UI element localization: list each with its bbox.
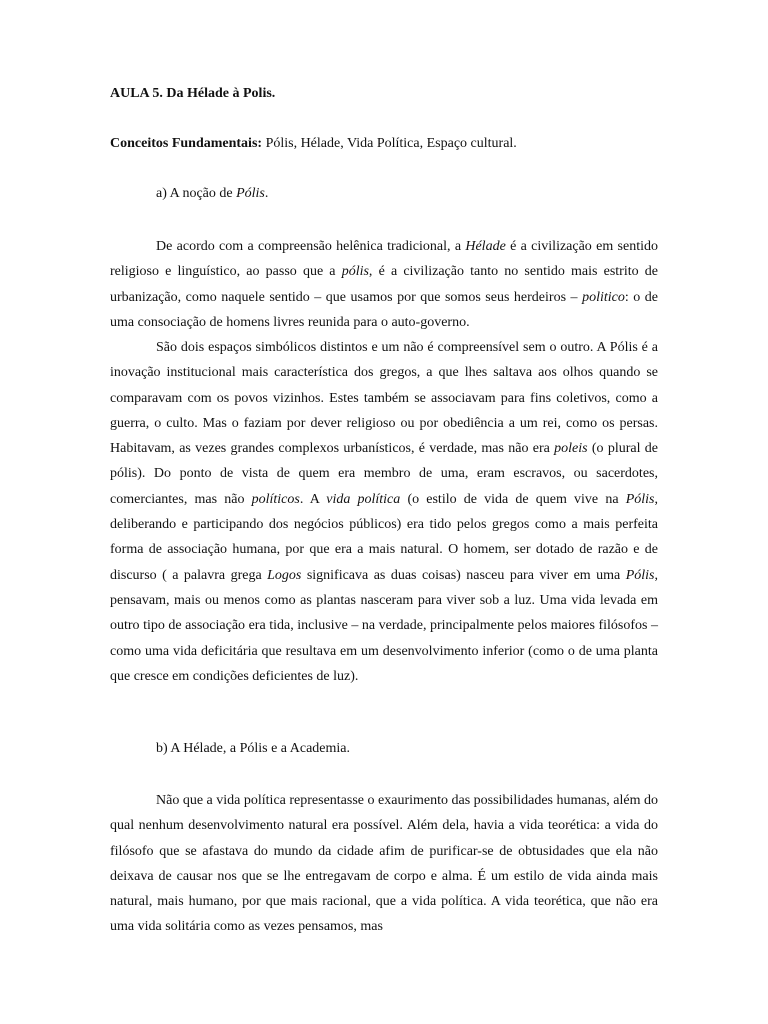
paragraph-2-italic-term: Logos (267, 567, 302, 583)
paragraph-2-italic-term: vida política (326, 491, 401, 507)
section-b-heading: b) A Hélade, a Pólis e a Academia. (156, 741, 350, 756)
paragraph-2-text: significava as duas coisas) nasceu para viver em uma (301, 567, 626, 583)
paragraph-2-italic-term: Pólis (625, 567, 655, 583)
section-a-suffix: . (264, 186, 269, 201)
paragraph-1-text: : o de uma consociação de homens livres reunida para o auto-governo. (110, 289, 658, 330)
paragraph-2-italic-term: políticos (251, 491, 300, 507)
paragraph-1-italic-term: pólis (341, 264, 369, 280)
paragraph-1-text: é a civilização em sentido religioso e linguístico, ao passo que a (110, 239, 658, 280)
section-a-heading (156, 186, 268, 202)
paragraph-2-text: São dois espaços simbólicos distintos e um não é compreensível sem o outro. A Pólis é a inovação institucional mais característica dos gregos, a que lhes saltava aos olhos quando se comparavam com os povos vizinhos. Estes também se associavam para fins coletivos, como a guerra, o culto. Mas o faziam por dever religioso ou por obediência a um rei, como os persas. Habitavam, as vezes grandes complexos urbanísticos, é verdade, mas não era (110, 340, 658, 457)
paragraph-2-italic-term: Pólis (625, 491, 655, 507)
paragraph-2-text: (o plural de pólis). Do ponto de vista de quem era membro de uma, eram escravos, ou sacerdotes, comerciantes, mas não (110, 441, 658, 507)
paragraph-1-italic-term: politico (582, 289, 625, 305)
section-a-term: Pólis (236, 186, 265, 201)
paragraph-2 (110, 335, 658, 689)
paragraph-3: Não que a vida política representasse o exaurimento das possibilidades humanas, além do qual nenhum desenvolvimento natural era possível. Além dela, havia a vida teorética: a vida do filósofo que se afastava do mundo da cidade afim de purificar-se de obtusidades que ela não deixava de causar nos que se lhe entregavam de corpo e alma. É um estilo de vida ainda mais natural, mais humano, por que mais racional, que a vida política. A vida teorética, que não era uma vida solitária como as vezes pensamos, mas (110, 793, 658, 935)
paragraph-2-text: , pensavam, mais ou menos como as plantas nasceram para viver sob a luz. Uma vida levada em outro tipo de associação era tida, inclusive – na verdade, principalmente pelos maiores filósofos – como uma vida deficitária que resultava em um desenvolvimento inferior (como o de uma planta que cresce em condições deficientes de luz). (110, 567, 658, 684)
paragraph-1-text: , é a civilização tanto no sentido mais estrito de urbanização, como naquele sentido – que usamos por que somos seus herdeiros – (110, 264, 658, 305)
paragraph-2-text: , deliberando e participando dos negócios públicos) era tido pelos gregos como a mais perfeita forma de associação humana, por que era a mais natural. O homem, ser dotado de razão e de discurso ( a palavra grega (110, 491, 658, 583)
paragraph-2-italic-term: poleis (554, 441, 588, 457)
paragraph-2-text: . A (299, 491, 327, 507)
key-concepts-label: Conceitos Fundamentais: (110, 136, 263, 151)
paragraph-1-text: De acordo com a compreensão helênica tradicional, a (156, 239, 466, 254)
key-concepts-text: Pólis, Hélade, Vida Política, Espaço cultural. (262, 136, 517, 151)
section-a-prefix: a) A noção de (156, 186, 237, 201)
paragraph-1 (110, 234, 658, 335)
paragraph-1-italic-term: Hélade (465, 239, 506, 254)
key-concepts-line (110, 136, 517, 152)
document-title: AULA 5. Da Hélade à Polis. (110, 86, 276, 101)
paragraph-2-text: (o estilo de vida de quem vive na (400, 491, 626, 507)
